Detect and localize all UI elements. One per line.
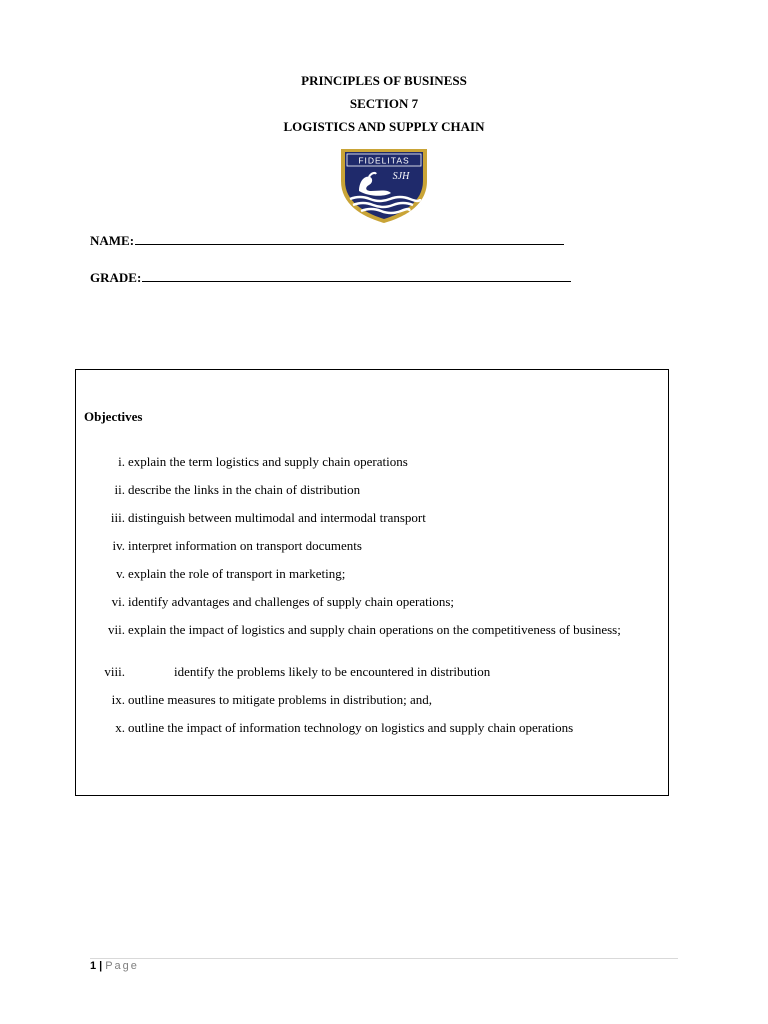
objective-number: x. [115, 720, 125, 735]
objective-text: identify advantages and challenges of supply chain operations; [128, 594, 454, 609]
objective-text: explain the impact of logistics and supply chain operations on the competitiveness of business; [128, 622, 621, 637]
name-label: NAME: [90, 233, 135, 248]
svg-text:SJH: SJH [392, 171, 410, 182]
objectives-box [75, 369, 669, 796]
school-crest-logo [335, 145, 433, 225]
grade-blank-line[interactable] [142, 270, 571, 282]
objective-number: i. [118, 454, 125, 469]
objective-text: explain the role of transport in marketing; [128, 566, 346, 581]
objective-number: viii. [104, 664, 125, 679]
objective-text: interpret information on transport documents [128, 538, 362, 553]
objective-number: ii. [114, 482, 125, 497]
grade-field[interactable] [90, 270, 571, 286]
section-title: LOGISTICS AND SUPPLY CHAIN [283, 119, 485, 134]
footer-divider [90, 958, 678, 959]
objective-text: outline measures to mitigate problems in distribution; and, [128, 692, 433, 707]
objective-number: iv. [112, 538, 125, 553]
objective-text: describe the links in the chain of distribution [128, 482, 361, 497]
objective-text: identify the problems likely to be encountered in distribution [174, 664, 491, 679]
page-number: 1 [90, 960, 97, 972]
grade-label: GRADE: [90, 270, 142, 285]
page-label: Page [105, 960, 139, 972]
page-footer [90, 960, 139, 972]
objective-text: outline the impact of information technology on logistics and supply chain operations [128, 720, 574, 735]
name-blank-line[interactable] [135, 233, 564, 245]
objective-number: v. [116, 566, 125, 581]
svg-text:FIDELITAS: FIDELITAS [358, 155, 410, 166]
name-field[interactable] [90, 233, 564, 249]
objectives-heading: Objectives [84, 409, 143, 424]
objective-number: iii. [110, 510, 125, 525]
objective-text: distinguish between multimodal and intermodal transport [128, 510, 426, 525]
section-number: SECTION 7 [349, 96, 419, 111]
footer-separator: | [99, 960, 103, 972]
objective-number: vi. [111, 594, 125, 609]
objective-number: ix. [111, 692, 125, 707]
document-title: PRINCIPLES OF BUSINESS [301, 73, 467, 88]
objective-number: vii. [108, 622, 125, 637]
objective-text: explain the term logistics and supply chain operations [128, 454, 408, 469]
